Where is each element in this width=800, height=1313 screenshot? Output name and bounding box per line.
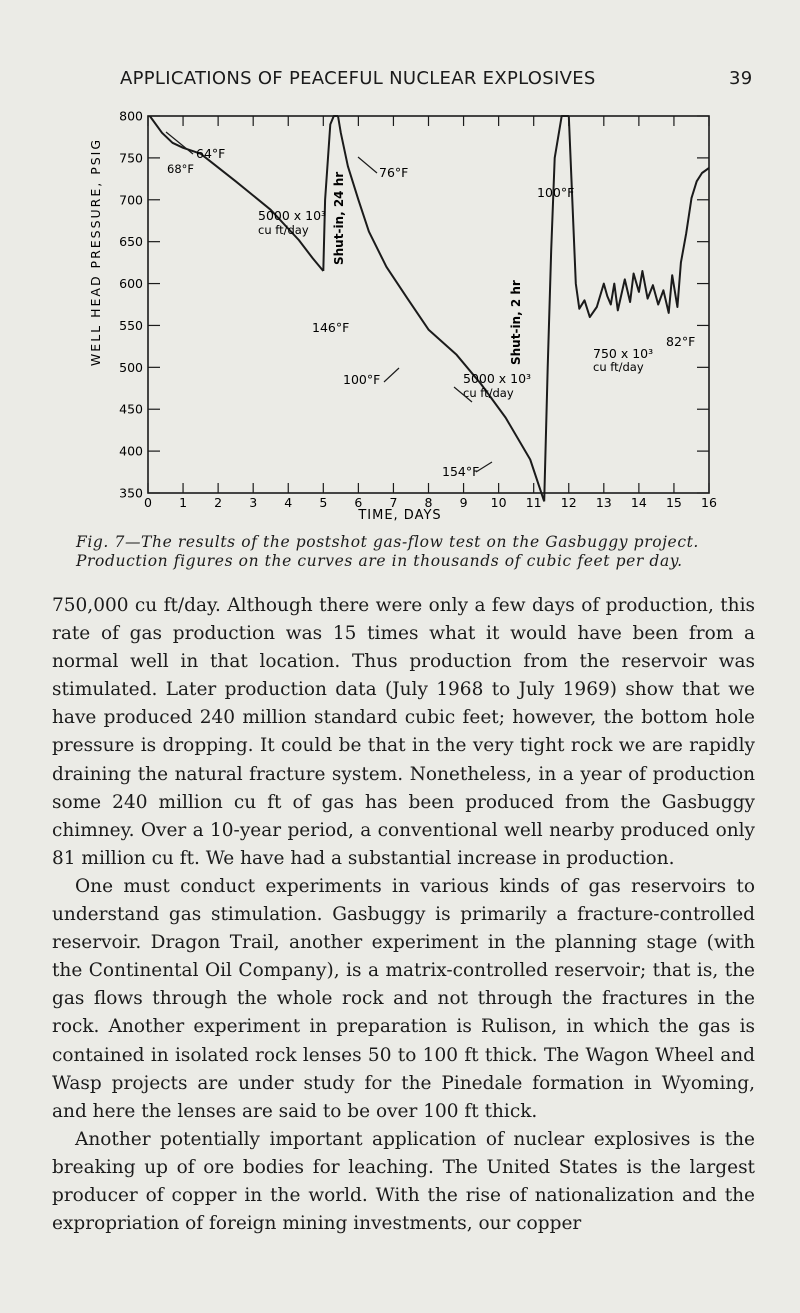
x-tick-label: 11: [525, 495, 542, 510]
y-tick-label: 700: [119, 192, 143, 208]
annotation-temp-68: 68°F: [167, 162, 194, 176]
figure-caption: [76, 533, 728, 571]
x-axis-label: TIME, DAYS: [358, 508, 442, 523]
x-tick-label: 5: [319, 495, 328, 510]
annotation-temp-76: 76°F: [379, 165, 409, 180]
annotation-shutin-24: Shut-in, 24 hr: [332, 171, 346, 265]
x-tick-label: 1: [179, 495, 188, 510]
annotation-temp-64: 64°F: [196, 146, 226, 161]
body-text: [52, 592, 755, 1238]
paragraph: 750,000 cu ft/day. Although there were only a few days of production, this rate of gas production was 15 times what it would have been from a normal well in that location. Thus production from the reservoir was stimulated. Later production data (July 1968 to July 1969) show that we have produced 240 million standard cubic feet; however, the bottom hole pressure is dropping. It could be that in the very tight rock we are rapidly draining the natural fracture system. Nonetheless, in a year of production some 240 million cu ft of gas has been produced from the Gasbuggy chimney. Over a 10-year period, a conventional well nearby produced only 81 million cu ft. We have had a substantial increase in production.: [52, 595, 755, 869]
paragraph: Another potentially important application of nuclear explosives is the breaking up of ore bodies for leaching. The United States is the largest producer of copper in the world. With the rise of nationalization and the expropriation of foreign mining investments, our copper: [52, 1128, 755, 1235]
x-tick-label: 0: [144, 495, 152, 510]
x-tick-label: 13: [595, 495, 612, 510]
running-header: [0, 68, 800, 98]
annotation-temp-146: 146°F: [312, 320, 350, 335]
pressure-chart: [0, 100, 800, 530]
y-axis-label: [88, 138, 103, 366]
x-tick-label: 6: [354, 495, 363, 510]
page-number: 39: [729, 68, 753, 89]
x-tick-label: 12: [560, 495, 577, 510]
y-tick-label: 650: [119, 234, 143, 250]
annotation-temp-82: 82°F: [666, 334, 696, 349]
y-tick-label: 600: [119, 276, 143, 292]
annotation-leader: [358, 157, 377, 173]
x-tick-label: 3: [249, 495, 258, 510]
y-tick-label: 350: [119, 485, 143, 501]
header-title: APPLICATIONS OF PEACEFUL NUCLEAR EXPLOSIVES: [120, 68, 596, 89]
series-line-flow-3: [569, 116, 709, 317]
annotation-rate-2: 5000 x 10³: [463, 371, 532, 386]
series-line-recovery-2: [544, 116, 569, 501]
figure-caption-text: —The results of the postshot gas-flow test on the Gasbuggy project. Production figures on the curves are in thousands of cubic feet per day.: [76, 533, 699, 570]
annotation-shutin-2: Shut-in, 2 hr: [509, 280, 523, 365]
annotation-unit-3: cu ft/day: [593, 360, 644, 374]
annotation-leader: [384, 368, 399, 382]
y-tick-label: 750: [119, 150, 143, 166]
annotation-leader: [166, 132, 193, 154]
annotation-temp-100a: 100°F: [537, 185, 575, 200]
x-tick-label: 2: [214, 495, 223, 510]
annotation-temp-154: 154°F: [442, 464, 480, 479]
plot-frame: [148, 116, 709, 493]
y-tick-label: 500: [119, 359, 143, 375]
annotation-rate-3: 750 x 10³: [593, 346, 654, 361]
annotation-rate-1: 5000 x 10³: [258, 208, 327, 223]
svg-text:WELL HEAD PRESSURE, PSIG: WELL HEAD PRESSURE, PSIG: [88, 137, 103, 367]
x-tick-label: 4: [284, 495, 293, 510]
annotation-unit-2: cu ft/day: [463, 386, 514, 400]
x-tick-label: 14: [630, 495, 647, 510]
x-tick-label: 10: [490, 495, 507, 510]
x-tick-label: 9: [459, 495, 468, 510]
y-tick-label: 400: [119, 443, 143, 459]
y-tick-label: 550: [119, 317, 143, 333]
x-tick-label: 7: [389, 495, 398, 510]
x-tick-label: 16: [701, 495, 717, 510]
x-tick-label: 15: [665, 495, 682, 510]
y-tick-label: 800: [119, 108, 143, 124]
figure-label: Fig. 7: [76, 533, 125, 551]
paragraph: One must conduct experiments in various kinds of gas reservoirs to understand gas stimulation. Gasbuggy is primarily a fracture-controlled reservoir. Dragon Trail, another experiment in the planning stage (with the Continental Oil Company), is a matrix-controlled reservoir; that is, the gas flows through the whole rock and not through the fractures in the rock. Another experiment in preparation is Rulison, in which the gas is contained in isolated rock lenses 50 to 100 ft thick. The Wagon Wheel and Wasp projects are under study for the Pinedale formation in Wyoming, and here the lenses are said to be over 100 ft thick.: [52, 875, 755, 1122]
y-tick-label: 450: [119, 401, 143, 417]
annotation-temp-100b: 100°F: [343, 372, 381, 387]
x-tick-label: 8: [424, 495, 433, 510]
annotation-unit-1: cu ft/day: [258, 223, 309, 237]
